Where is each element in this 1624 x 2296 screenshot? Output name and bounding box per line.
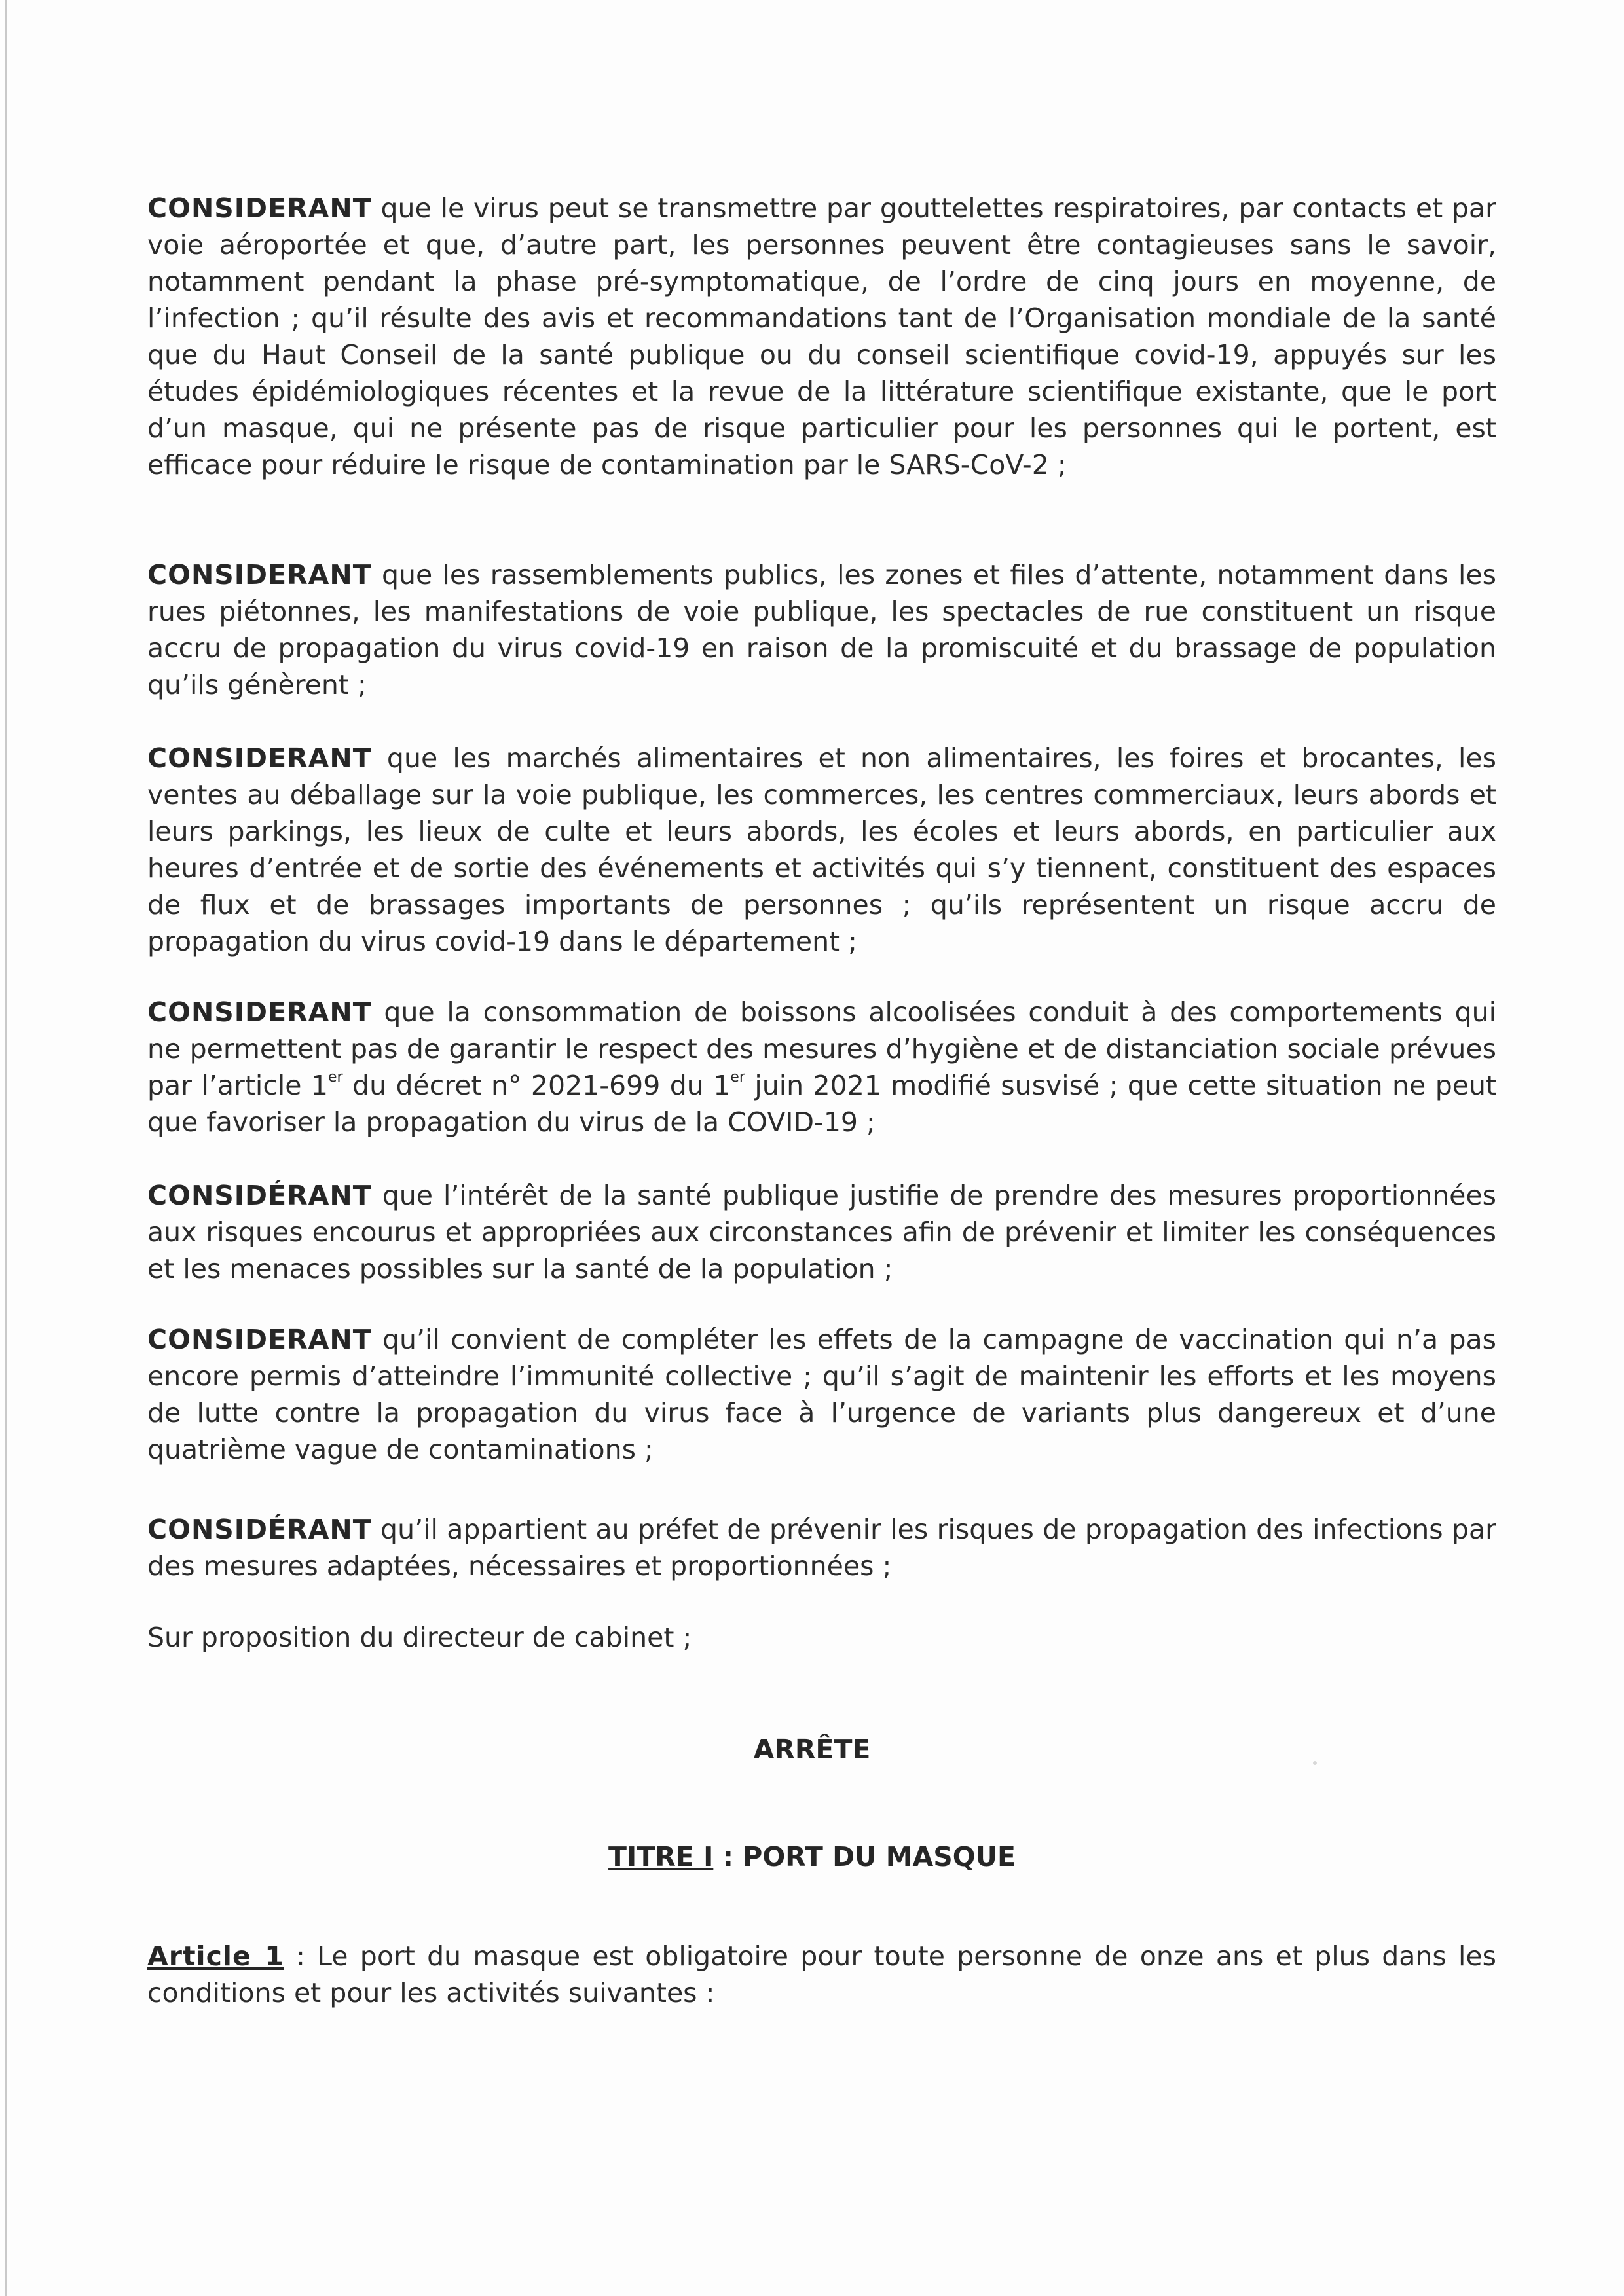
arrete-heading: ARRÊTE bbox=[753, 1734, 871, 1765]
considerant-keyword: CONSIDERANT bbox=[147, 742, 372, 774]
article-1-paragraph bbox=[147, 1938, 1496, 2011]
considerant-keyword: CONSIDERANT bbox=[147, 996, 372, 1028]
titre-text: : PORT DU MASQUE bbox=[713, 1841, 1016, 1872]
considerant-keyword: CONSIDERANT bbox=[147, 192, 372, 224]
considerant-paragraph-7 bbox=[147, 1511, 1496, 1584]
considerant-paragraph-3 bbox=[147, 740, 1496, 960]
considerant-keyword: CONSIDERANT bbox=[147, 559, 372, 591]
considerant-paragraph-5 bbox=[147, 1177, 1496, 1287]
paragraph-text: qu’il appartient au préfet de prévenir les risques de propagation des infections par des mesures adaptées, nécessaires et proportionnées ; bbox=[147, 1514, 1496, 1582]
proposition-line: Sur proposition du directeur de cabinet ; bbox=[147, 1622, 692, 1653]
article-1-text: : Le port du masque est obligatoire pour toute personne de onze ans et plus dans les conditions et pour les activités suivantes : bbox=[147, 1941, 1496, 2009]
paragraph-text: que les marchés alimentaires et non alimentaires, les foires et brocantes, les ventes au déballage sur la voie publique, les commerces, les centres commerciaux, leurs abords et leurs parkings, les lieux de culte et leurs abords, les écoles et leurs abords, en particulier aux heures d’entrée et de sortie des événements et activités qui s’y tiennent, constituent des espaces de flux et de brassages importants de personnes ; qu’ils représentent un risque accru de propagation du virus covid-19 dans le département ; bbox=[147, 742, 1496, 957]
paragraph-text: du décret n° 2021-699 du 1 bbox=[342, 1070, 731, 1101]
paragraph-text: que le virus peut se transmettre par gouttelettes respiratoires, par contacts et par voie aéroportée et que, d’autre part, les personnes peuvent être contagieuses sans le savoir, notamment pendant la phase pré-symptomatique, de l’ordre de cinq jours en moyenne, de l’infection ; qu’il résulte des avis et recommandations tant de l’Organisation mondiale de la santé que du Haut Conseil de la santé publique ou du conseil scientifique covid-19, appuyés sur les études épidémiologiques récentes et la revue de la littérature scientifique existante, que le port d’un masque, qui ne présente pas de risque particulier pour les personnes qui le portent, est efficace pour réduire le risque de contamination par le SARS-CoV-2 ; bbox=[147, 192, 1496, 481]
superscript: er bbox=[328, 1069, 343, 1085]
titre-heading bbox=[0, 1841, 1624, 1872]
considerant-paragraph-1 bbox=[147, 190, 1496, 483]
article-1-label: Article 1 bbox=[147, 1941, 284, 1972]
scan-edge-line bbox=[5, 0, 7, 2296]
considerant-paragraph-6 bbox=[147, 1321, 1496, 1468]
considerant-keyword: CONSIDÉRANT bbox=[147, 1514, 372, 1545]
paragraph-text: qu’il convient de compléter les effets de la campagne de vaccination qui n’a pas encore permis d’atteindre l’immunité collective ; qu’il s’agit de maintenir les efforts et les moyens de lutte contre la propagation du virus face à l’urgence de variants plus dangereux et d’une quatrième vague de contaminations ; bbox=[147, 1324, 1496, 1465]
paragraph-text: que l’intérêt de la santé publique justifie de prendre des mesures proportionnées aux risques encourus et appropriées aux circonstances afin de prévenir et limiter les conséquences et les menaces possibles sur la santé de la population ; bbox=[147, 1180, 1496, 1285]
considerant-paragraph-2 bbox=[147, 556, 1496, 703]
paragraph-text: que les rassemblements publics, les zones et files d’attente, notamment dans les rues piétonnes, les manifestations de voie publique, les spectacles de rue constituent un risque accru de propagation du virus covid-19 en raison de la promiscuité et du brassage de population qu’ils génèrent ; bbox=[147, 559, 1496, 701]
considerant-keyword: CONSIDÉRANT bbox=[147, 1180, 372, 1211]
considerant-keyword: CONSIDERANT bbox=[147, 1324, 372, 1355]
scan-speck bbox=[1313, 1761, 1317, 1765]
paragraph-text: que la consommation de boissons alcoolisées conduit à des comportements qui ne permettent pas de garantir le respect des mesures d’hygiène et de distanciation sociale prévues par l’article 1 bbox=[147, 996, 1496, 1101]
considerant-paragraph-4 bbox=[147, 994, 1496, 1140]
paragraph-text: juin 2021 modifié susvisé ; que cette situation ne peut que favoriser la propagation du virus de la COVID-19 ; bbox=[147, 1070, 1497, 1138]
superscript: er bbox=[730, 1069, 745, 1085]
titre-label: TITRE I bbox=[608, 1841, 714, 1872]
